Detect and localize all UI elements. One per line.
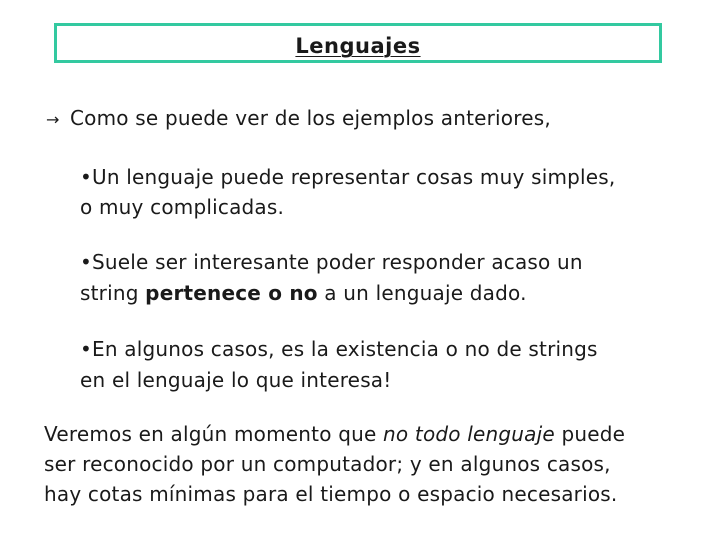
bullet-2-emphasis: pertenece o no xyxy=(145,281,318,305)
bullet-2-text-1: Suele ser interesante poder responder acaso un xyxy=(92,250,583,274)
bullet-marker: • xyxy=(80,250,92,274)
bullet-3-line-1 xyxy=(80,333,598,365)
closing-emphasis: no todo lenguaje xyxy=(383,422,555,446)
bullet-1-text-1: Un lenguaje puede representar cosas muy simples, xyxy=(92,165,616,189)
closing-text-2: ser reconocido por un computador; y en algunos casos, xyxy=(44,452,611,476)
intro-text: Como se puede ver de los ejemplos anteriores, xyxy=(70,106,551,130)
closing-line-3 xyxy=(44,478,617,510)
bullet-3-text-2: en el lenguaje lo que interesa! xyxy=(80,368,392,392)
bullet-1-text-2: o muy complicadas. xyxy=(80,195,285,219)
bullet-2-line-2 xyxy=(80,277,527,309)
bullet-2-line-1 xyxy=(80,246,583,278)
page-title: Lenguajes xyxy=(295,34,421,58)
bullet-2-text-2-post: a un lenguaje dado. xyxy=(317,281,527,305)
arrow-icon: → xyxy=(46,110,60,129)
title-box xyxy=(54,23,662,63)
closing-line-2 xyxy=(44,448,611,480)
bullet-3-text-1: En algunos casos, es la existencia o no de strings xyxy=(92,337,598,361)
intro-line xyxy=(46,102,551,136)
bullet-1-line-1 xyxy=(80,161,615,193)
bullet-3-line-2 xyxy=(80,364,391,396)
closing-text-1-post: puede xyxy=(554,422,626,446)
bullet-marker: • xyxy=(80,337,92,361)
closing-line-1 xyxy=(44,418,625,450)
closing-text-1-pre: Veremos en algún momento que xyxy=(44,422,384,446)
bullet-marker: • xyxy=(80,165,92,189)
bullet-1-line-2 xyxy=(80,191,284,223)
bullet-2-text-2-pre: string xyxy=(80,281,146,305)
closing-text-3: hay cotas mínimas para el tiempo o espacio necesarios. xyxy=(44,482,618,506)
